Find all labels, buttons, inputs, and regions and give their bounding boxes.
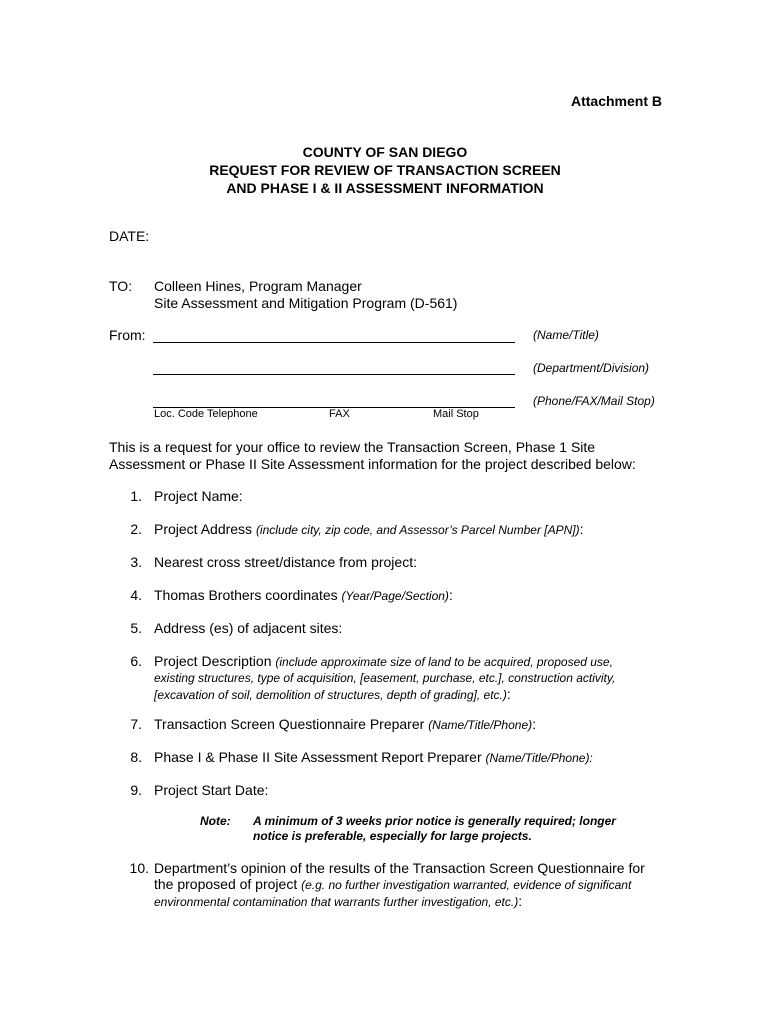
- intro-paragraph: [109, 439, 636, 473]
- item-hint: (Name/Title/Phone):: [485, 751, 593, 765]
- item-number: 5.: [130, 620, 142, 636]
- item-number: 2.: [130, 521, 142, 537]
- item-number: 8.: [130, 749, 142, 765]
- item-start-date: Project Start Date:: [154, 782, 269, 798]
- item-thomas-brothers: [154, 587, 654, 604]
- item-hint: (e.g. no further investigation warranted, evidence of significant: [301, 878, 632, 892]
- from-phone-hint: (Phone/FAX/Mail Stop): [533, 394, 655, 408]
- from-name-hint: (Name/Title): [533, 328, 599, 342]
- item-hint: (Name/Title/Phone): [428, 718, 533, 732]
- item-colon: :: [448, 587, 453, 603]
- item-department-opinion: [154, 860, 674, 910]
- item-report-preparer: [154, 749, 674, 766]
- title-line-1: COUNTY OF SAN DIEGO: [302, 144, 468, 160]
- to-program: Site Assessment and Mitigation Program (D-561): [154, 295, 458, 311]
- item-adjacent-sites: Address (es) of adjacent sites:: [154, 620, 343, 636]
- item-tsq-preparer: [154, 716, 654, 733]
- attachment-label: Attachment B: [570, 93, 662, 109]
- item-hint-line-2: environmental contamination that warrants further investigation, etc.): [154, 895, 519, 909]
- item-cross-street: Nearest cross street/distance from project:: [154, 554, 417, 570]
- note-line-2: notice is preferable, especially for large projects.: [253, 829, 532, 843]
- item-hint: (include approximate size of land to be acquired, proposed use,: [275, 655, 613, 669]
- item-hint: (include city, zip code, and Assessor’s Parcel Number [APN]): [255, 523, 580, 537]
- note-label: Note:: [200, 814, 231, 828]
- item-number: 7.: [130, 716, 142, 732]
- item-project-name: Project Name:: [154, 488, 243, 504]
- title-line-3: AND PHASE I & II ASSESSMENT INFORMATION: [226, 180, 544, 196]
- item-text: Project Description: [154, 653, 276, 669]
- item-number: 1.: [130, 488, 142, 504]
- mailstop-sublabel: Mail Stop: [433, 408, 479, 420]
- item-project-address: [154, 521, 674, 538]
- to-label: TO:: [109, 278, 133, 294]
- from-name-line[interactable]: [153, 342, 515, 343]
- item-number: 9.: [130, 782, 142, 798]
- document-title: [0, 143, 770, 197]
- item-text: Project Address: [154, 521, 256, 537]
- from-department-line[interactable]: [153, 374, 515, 375]
- item-colon: :: [506, 686, 511, 702]
- item-number: 10.: [129, 860, 149, 876]
- date-label: DATE:: [109, 228, 150, 244]
- from-label: From:: [109, 327, 146, 343]
- item-number: 3.: [130, 554, 142, 570]
- item-text-line-2: the proposed of project: [154, 876, 302, 892]
- item-number: 6.: [130, 653, 142, 669]
- item-number: 4.: [130, 587, 142, 603]
- item-colon: :: [579, 521, 584, 537]
- note-text: [253, 814, 616, 844]
- fax-sublabel: FAX: [329, 408, 350, 420]
- item-colon: :: [532, 716, 537, 732]
- item-hint-line-2: existing structures, type of acquisition, [easement, purchase, etc.], construction activity,: [154, 671, 616, 685]
- item-hint: (Year/Page/Section): [341, 589, 449, 603]
- telephone-sublabel: Loc. Code Telephone: [154, 408, 258, 420]
- item-text: Transaction Screen Questionnaire Preparer: [154, 716, 429, 732]
- note-line-1: A minimum of 3 weeks prior notice is generally required; longer: [253, 814, 616, 828]
- to-recipient: Colleen Hines, Program Manager: [154, 278, 362, 294]
- item-hint-line-3: [excavation of soil, demolition of structures, depth of grading], etc.): [154, 688, 507, 702]
- title-line-2: REQUEST FOR REVIEW OF TRANSACTION SCREEN: [209, 162, 561, 178]
- item-text: Phase I & Phase II Site Assessment Report Preparer: [154, 749, 486, 765]
- intro-line-2: Assessment or Phase II Site Assessment information for the project described below:: [109, 456, 636, 472]
- intro-line-1: This is a request for your office to review the Transaction Screen, Phase 1 Site: [109, 439, 596, 455]
- item-project-description: [154, 653, 674, 703]
- item-text: Thomas Brothers coordinates: [154, 587, 342, 603]
- item-colon: :: [518, 893, 523, 909]
- item-text: Department’s opinion of the results of the Transaction Screen Questionnaire for: [154, 860, 645, 876]
- from-department-hint: (Department/Division): [533, 361, 650, 375]
